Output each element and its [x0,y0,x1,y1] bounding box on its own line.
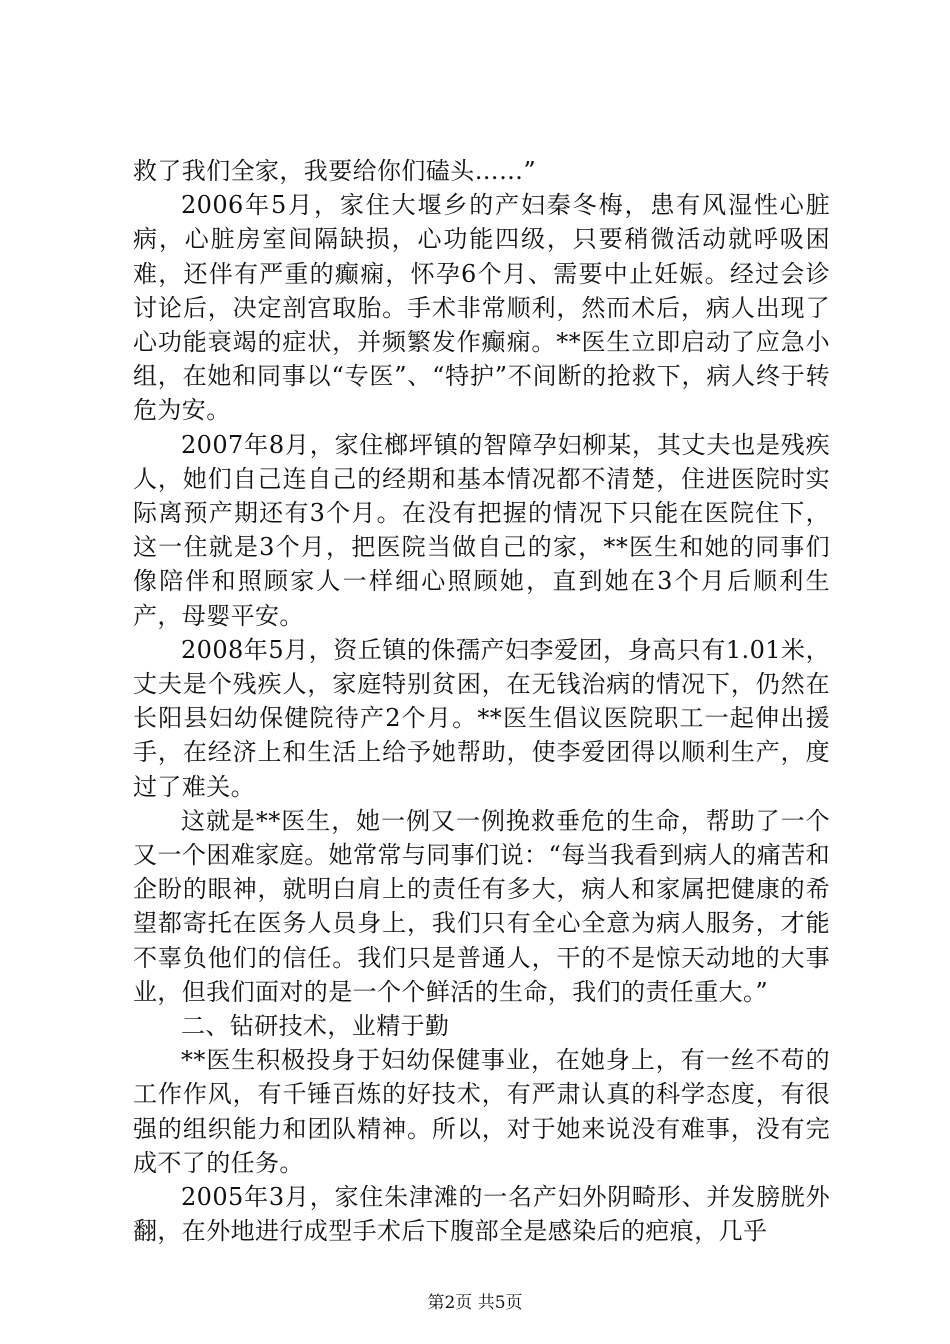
paragraph-case-2007: 2007年8月，家住榔坪镇的智障孕妇柳某，其丈夫也是残疾人，她们自己连自己的经期和基本情况都不清楚，住进医院时实际离预产期还有3个月。在没有把握的情况下只能在医院住下，这一住就是3个月，把医院当做自己的家，**医生和她的同事们像陪伴和照顾家人一样细心照顾她，直到她在3个月后顺利生产，母婴平安。 [133,430,830,630]
page-footer: 第2页 共5页 [427,1293,523,1313]
paragraph-summary-quote: 这就是**医生，她一例又一例挽救垂危的生命，帮助了一个又一个困难家庭。她常常与同事们说：“每当我看到病人的痛苦和企盼的眼神，就明白肩上的责任有多大，病人和家属把健康的希望都寄托在医务人员身上，我们只有全心全意为病人服务，才能不辜负他们的信任。我们只是普通人，干的不是惊天动地的大事业，但我们面对的是一个个鲜活的生命，我们的责任重大。” [133,806,830,1006]
paragraph-case-2006: 2006年5月，家住大堰乡的产妇秦冬梅，患有风湿性心脏病，心脏房室间隔缺损，心功能四级，只要稍微活动就呼吸困难，还伴有严重的癫痫，怀孕6个月、需要中止妊娠。经过会诊讨论后，决定剖宫取胎。手术非常顺利，然而术后，病人出现了心功能衰竭的症状，并频繁发作癫痫。**医生立即启动了应急小组，在她和同事以“专医”、“特护”不间断的抢救下，病人终于转危为安。 [133,191,830,425]
paragraph-case-2005: 2005年3月，家住朱津滩的一名产妇外阴畸形、并发膀胱外翻，在外地进行成型手术后下腹部全是感染后的疤痕，几乎 [133,1183,830,1246]
body-text [133,154,830,1249]
paragraph-continuation: 救了我们全家，我要给你们磕头……” [133,157,537,185]
paragraph-section-intro: **医生积极投身于妇幼保健事业，在她身上，有一丝不苟的工作作风，有千锤百炼的好技术，有严肃认真的科学态度，有很强的组织能力和团队精神。所以，对于她来说没有难事，没有完成不了的任务。 [133,1046,830,1177]
section-heading: 二、钻研技术，业精于勤 [181,1012,450,1041]
paragraph-case-2008: 2008年5月，资丘镇的侏孺产妇李爱团，身高只有1.01米，丈夫是个残疾人，家庭特别贫困，在无钱治病的情况下，仍然在长阳县妇幼保健院待产2个月。**医生倡议医院职工一起伸出援手，在经济上和生活上给予她帮助，使李爱团得以顺利生产，度过了难关。 [133,635,830,801]
